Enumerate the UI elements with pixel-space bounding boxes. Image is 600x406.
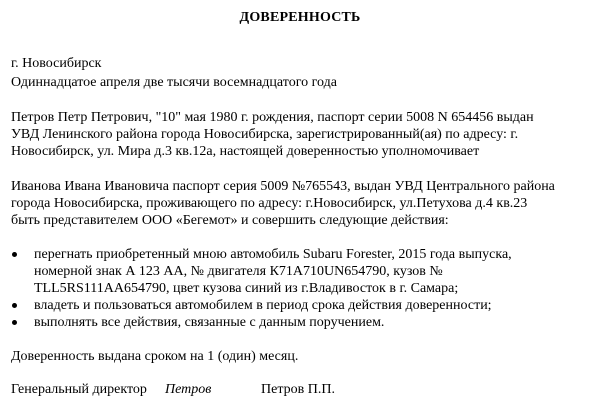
signatory-position: Генеральный директор xyxy=(11,382,147,397)
city-line: г. Новосибирск xyxy=(11,56,102,71)
agent-line-2: города Новосибирска, проживающего по адресу: г.Новосибирск, ул.Петухова д.4 кв.23 xyxy=(11,196,528,211)
term-line: Доверенность выдана сроком на 1 (один) месяц. xyxy=(11,349,299,364)
date-line: Одиннадцатое апреля две тысячи восемнадцатого года xyxy=(11,75,337,90)
agent-line-1: Иванова Ивана Ивановича паспорт серия 5009 №765543, выдан УВД Центрального района xyxy=(11,179,555,194)
principal-line-3: Новосибирск, ул. Мира д.3 кв.12а, настоящей доверенностью уполномочивает xyxy=(11,144,480,159)
principal-line-2: УВД Ленинского района города Новосибирска, зарегистрированный(ая) по адресу: г. xyxy=(11,127,519,142)
signature-mark: Петров xyxy=(165,382,212,397)
action-1-line-3: TLL5RS111AA654790, цвет кузова синий из г.Владивосток в г. Самара; xyxy=(34,281,459,296)
bullet-icon xyxy=(12,320,17,325)
bullet-icon xyxy=(12,303,17,308)
agent-line-3: быть представителем ООО «Бегемот» и совершить следующие действия: xyxy=(11,213,449,228)
signatory-name: Петров П.П. xyxy=(261,382,335,397)
action-1-line-2: номерной знак А 123 АА, № двигателя К71А710UN654790, кузов № xyxy=(34,264,443,279)
document-title: ДОВЕРЕННОСТЬ xyxy=(239,10,361,25)
action-2-line-1: владеть и пользоваться автомобилем в период срока действия доверенности; xyxy=(34,298,492,313)
bullet-icon xyxy=(12,252,17,257)
action-3-line-1: выполнять все действия, связанные с данным поручением. xyxy=(34,315,385,330)
action-1-line-1: перегнать приобретенный мною автомобиль Subaru Forester, 2015 года выпуска, xyxy=(34,247,512,262)
principal-line-1: Петров Петр Петрович, "10" мая 1980 г. рождения, паспорт серии 5008 N 654456 выдан xyxy=(11,110,534,125)
